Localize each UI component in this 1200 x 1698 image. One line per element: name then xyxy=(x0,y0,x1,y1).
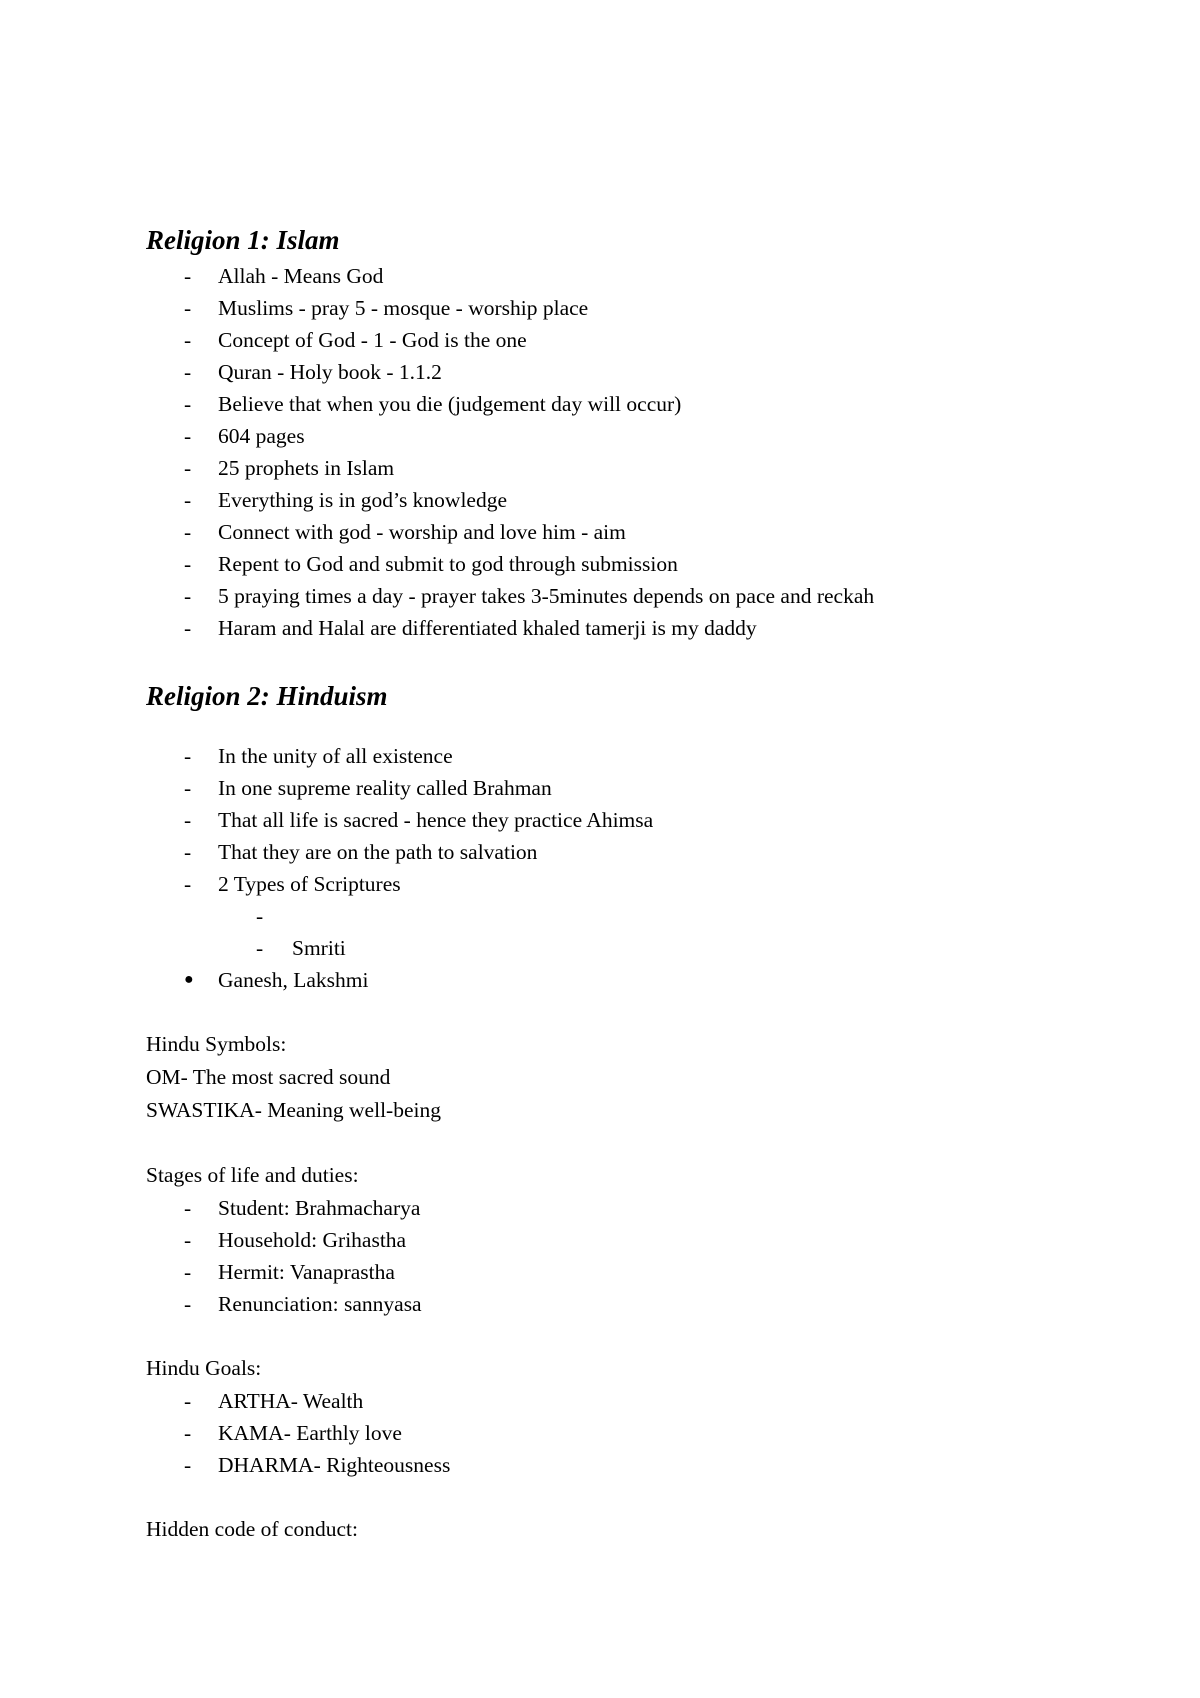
list-item-text: Everything is in god’s knowledge xyxy=(218,488,508,512)
symbols-title: Hindu Symbols: xyxy=(146,1032,287,1056)
dash-marker: - xyxy=(256,936,264,960)
section-heading-islam: Religion 1: Islam xyxy=(146,225,340,255)
dash-marker: - xyxy=(184,552,192,576)
spacer xyxy=(146,644,1146,680)
list-item-text: Believe that when you die (judgement day will occur) xyxy=(218,392,682,416)
list-item-text: KAMA- Earthly love xyxy=(218,1421,402,1445)
list-item xyxy=(146,868,1146,900)
list-item-text: 2 Types of Scriptures xyxy=(218,872,401,896)
dash-marker: - xyxy=(184,1228,192,1252)
list-item xyxy=(146,1192,1146,1224)
list-item-text: That all life is sacred - hence they practice Ahimsa xyxy=(218,808,654,832)
list-item-text: In the unity of all existence xyxy=(218,744,453,768)
list-item xyxy=(146,452,1146,484)
stages-title: Stages of life and duties: xyxy=(146,1163,359,1187)
list-item xyxy=(146,516,1146,548)
list-item xyxy=(146,356,1146,388)
list-item xyxy=(146,548,1146,580)
dash-marker: - xyxy=(184,776,192,800)
dash-marker: - xyxy=(184,840,192,864)
list-item-text: 604 pages xyxy=(218,424,305,448)
list-item-text: Smriti xyxy=(292,936,346,960)
list-item-text: Student: Brahmacharya xyxy=(218,1196,421,1220)
dash-marker: - xyxy=(184,1389,192,1413)
list-item xyxy=(146,1224,1146,1256)
dash-marker: - xyxy=(184,616,192,640)
list-item xyxy=(146,484,1146,516)
list-item xyxy=(146,772,1146,804)
list-item-text: Renunciation: sannyasa xyxy=(218,1292,422,1316)
dash-marker: - xyxy=(184,264,192,288)
dash-marker: - xyxy=(184,1260,192,1284)
list-item-text: Connect with god - worship and love him - aim xyxy=(218,520,626,544)
list-item-text: Haram and Halal are differentiated khaled tamerji is my daddy xyxy=(218,616,757,640)
list-item xyxy=(146,324,1146,356)
dash-marker: - xyxy=(184,488,192,512)
list-item-text: Quran - Holy book - 1.1.2 xyxy=(218,360,442,384)
list-item-text: ARTHA- Wealth xyxy=(218,1389,364,1413)
dash-marker: - xyxy=(184,1453,192,1477)
document-page xyxy=(146,224,1146,1546)
list-item xyxy=(146,1385,1146,1417)
list-item-text: Ganesh, Lakshmi xyxy=(218,968,369,992)
list-item-text: That they are on the path to salvation xyxy=(218,840,538,864)
list-item xyxy=(146,836,1146,868)
list-item-text: 5 praying times a day - prayer takes 3-5minutes depends on pace and reckah xyxy=(218,584,875,608)
islam-list xyxy=(146,260,1146,644)
goals-title: Hindu Goals: xyxy=(146,1356,262,1380)
symbol-line: OM- The most sacred sound xyxy=(146,1065,391,1089)
dash-marker: - xyxy=(184,1196,192,1220)
list-item-text: Allah - Means God xyxy=(218,264,384,288)
dash-marker: - xyxy=(184,392,192,416)
sub-list-item xyxy=(146,932,1146,964)
hinduism-list xyxy=(146,740,1146,996)
dash-marker: - xyxy=(184,456,192,480)
section-heading-hinduism: Religion 2: Hinduism xyxy=(146,681,388,711)
list-item xyxy=(146,260,1146,292)
list-item xyxy=(146,1256,1146,1288)
dash-marker: - xyxy=(184,328,192,352)
dash-marker: - xyxy=(184,520,192,544)
list-item-text: 25 prophets in Islam xyxy=(218,456,395,480)
list-item-text: In one supreme reality called Brahman xyxy=(218,776,552,800)
dash-marker: - xyxy=(184,1421,192,1445)
list-item xyxy=(146,1449,1146,1481)
list-item xyxy=(146,804,1146,836)
symbol-line: SWASTIKA- Meaning well-being xyxy=(146,1098,441,1122)
stages-list xyxy=(146,1192,1146,1320)
list-item xyxy=(146,420,1146,452)
spacer xyxy=(146,1481,1146,1513)
dash-marker: - xyxy=(184,872,192,896)
list-item-text: Repent to God and submit to god through submission xyxy=(218,552,678,576)
dash-marker: - xyxy=(184,584,192,608)
spacer xyxy=(146,996,1146,1028)
dash-marker: - xyxy=(184,296,192,320)
dash-marker: - xyxy=(256,904,264,928)
conduct-title: Hidden code of conduct: xyxy=(146,1517,358,1541)
list-item-text: Household: Grihastha xyxy=(218,1228,407,1252)
list-item xyxy=(146,1417,1146,1449)
list-item xyxy=(146,1288,1146,1320)
spacer xyxy=(146,1320,1146,1352)
bullet-list-item xyxy=(146,964,1146,996)
dash-marker: - xyxy=(184,360,192,384)
sub-list-item xyxy=(146,900,1146,932)
spacer xyxy=(146,1127,1146,1159)
dash-marker: - xyxy=(184,744,192,768)
dash-marker: - xyxy=(184,808,192,832)
list-item-text: Hermit: Vanaprastha xyxy=(218,1260,395,1284)
bullet-icon: ● xyxy=(184,971,194,988)
list-item xyxy=(146,580,1146,612)
spacer xyxy=(146,716,1146,740)
dash-marker: - xyxy=(184,1292,192,1316)
list-item-text: Concept of God - 1 - God is the one xyxy=(218,328,527,352)
list-item-text: Muslims - pray 5 - mosque - worship place xyxy=(218,296,589,320)
goals-list xyxy=(146,1385,1146,1481)
list-item xyxy=(146,612,1146,644)
list-item-text: DHARMA- Righteousness xyxy=(218,1453,451,1477)
dash-marker: - xyxy=(184,424,192,448)
list-item xyxy=(146,740,1146,772)
list-item xyxy=(146,292,1146,324)
list-item xyxy=(146,388,1146,420)
